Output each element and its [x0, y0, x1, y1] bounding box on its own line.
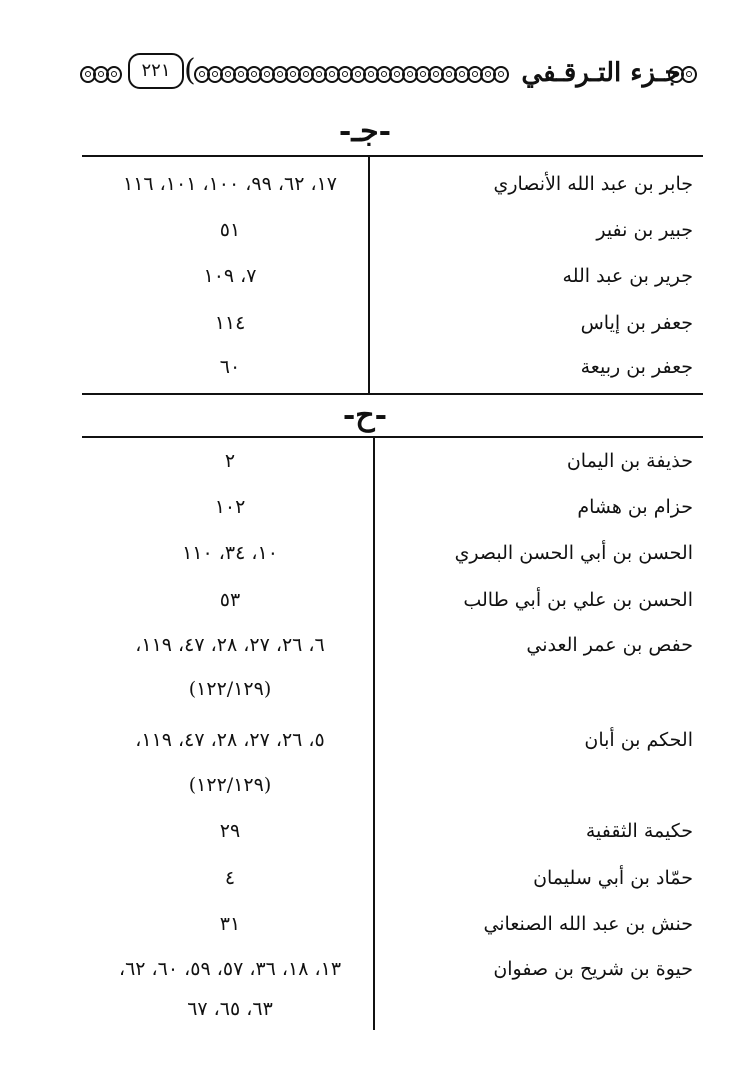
column-divider — [373, 438, 375, 1030]
index-pages: ١٧، ٦٢، ٩٩، ١٠٠، ١٠١، ١١٦ — [123, 173, 337, 195]
page-number: ٢٢١ — [128, 53, 184, 89]
index-name: حكيمة الثقفية — [585, 820, 693, 842]
section-heading-ha: -ح- — [342, 398, 388, 433]
index-name: جعفر بن إياس — [580, 312, 693, 334]
ornament-right — [668, 66, 694, 88]
index-name: حذيفة بن اليمان — [566, 450, 693, 472]
index-name: الحسن بن أبي الحسن البصري — [454, 542, 693, 564]
index-pages: ٥٣ — [219, 589, 241, 611]
index-pages: ١٠٢ — [214, 496, 246, 518]
index-pages: ٧، ١٠٩ — [203, 265, 257, 287]
index-pages: ٥١ — [219, 219, 241, 241]
index-pages: ١٠، ٣٤، ١١٠ — [182, 542, 278, 564]
index-name: جرير بن عبد الله — [562, 265, 693, 287]
index-pages: ٢٩ — [219, 820, 241, 842]
index-name: جبير بن نفير — [596, 219, 693, 241]
index-name: حفص بن عمر العدني — [526, 634, 693, 656]
section-heading-jim: -جـ- — [338, 114, 392, 149]
index-pages: ٣١ — [219, 913, 241, 935]
index-name: جعفر بن ربيعة — [580, 356, 693, 378]
index-pages-continued: (١٢٢/١٢٩) — [188, 774, 272, 796]
index-name: حمّاد بن أبي سليمان — [533, 867, 693, 889]
paren-ornament: ( — [184, 53, 196, 88]
index-pages: ٤ — [224, 867, 236, 889]
index-name: حيوة بن شريح بن صفوان — [493, 958, 693, 980]
index-name: حنش بن عبد الله الصنعاني — [483, 913, 693, 935]
section-rule — [82, 155, 703, 157]
index-pages: ٢ — [224, 450, 236, 472]
index-pages: ٥، ٢٦، ٢٧، ٢٨، ٤٧، ١١٩، — [135, 729, 325, 751]
section-rule — [82, 393, 703, 395]
index-name: الحسن بن علي بن أبي طالب — [463, 589, 693, 611]
index-pages-continued: ٦٣، ٦٥، ٦٧ — [187, 998, 273, 1020]
index-pages: ١٣، ١٨، ٣٦، ٥٧، ٥٩، ٦٠، ٦٢، — [118, 958, 342, 980]
index-pages: ٦٠ — [219, 356, 241, 378]
book-title: جـزء التـرقـفي — [521, 58, 681, 88]
index-pages: ١١٤ — [214, 312, 246, 334]
index-pages: ٦، ٢٦، ٢٧، ٢٨، ٤٧، ١١٩، — [135, 634, 325, 656]
index-name: الحكم بن أبان — [584, 729, 693, 751]
page-header — [78, 50, 704, 100]
ornament-left — [80, 66, 119, 88]
index-name: جابر بن عبد الله الأنصاري — [493, 173, 693, 195]
index-name: حزام بن هشام — [577, 496, 693, 518]
section-rule — [82, 436, 703, 438]
ornament-middle — [194, 66, 506, 88]
index-pages-continued: (١٢٢/١٢٩) — [188, 678, 272, 700]
